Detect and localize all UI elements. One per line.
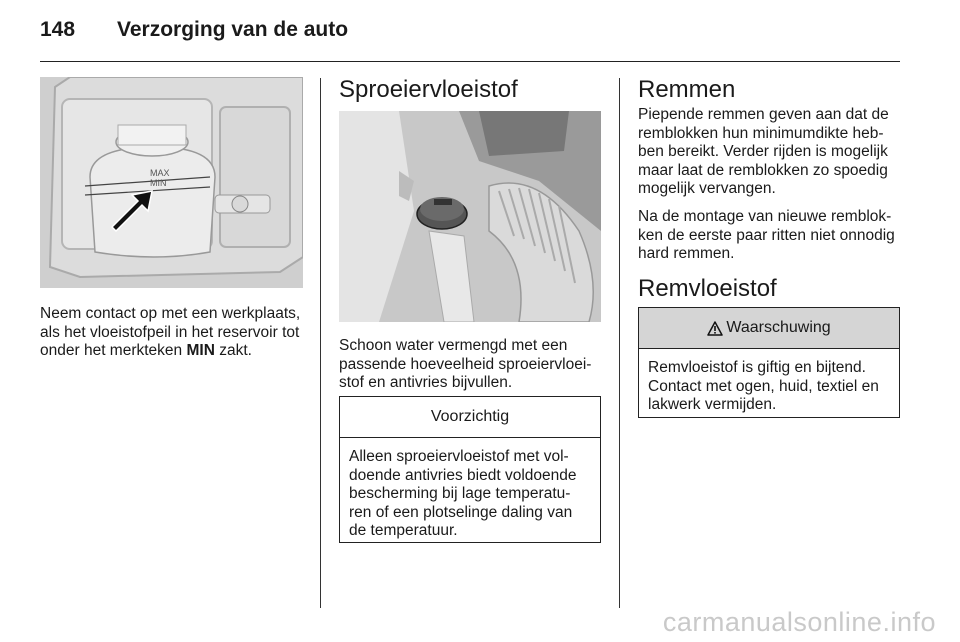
heading-remvloeistof: Remvloeistof — [638, 275, 777, 302]
warning-box — [638, 307, 900, 418]
brake-fluid-reservoir-figure — [40, 77, 303, 288]
max-mark-label: MAX — [150, 168, 170, 178]
warning-icon — [707, 321, 723, 336]
caution-text: Alleen sproeiervloeistof met vol-doende antivries biedt voldoende bescherming bij lage temperatu-ren of een plotselinge daling van de temperatuur. — [349, 448, 577, 539]
caution-box — [339, 396, 601, 543]
min-mark-label: MIN — [150, 178, 167, 188]
washer-fluid-figure — [339, 111, 601, 322]
warning-text: Remvloeistof is giftig en bijtend. Contact met ogen, huid, textiel en lakwerk vermijden. — [648, 359, 879, 413]
heading-sproeiervloeistof: Sproeiervloeistof — [339, 76, 518, 103]
caution-title: Voorzichtig — [340, 397, 600, 438]
warning-header — [639, 308, 899, 349]
warning-title: Waarschuwing — [726, 319, 831, 336]
page-header — [40, 18, 348, 48]
column-divider-1 — [320, 78, 321, 608]
watermark: carmanualsonline.info — [662, 607, 936, 637]
col3-paragraph-2: Na de montage van nieuwe remblok-ken de eerste paar ritten niet onnodig hard remmen. — [638, 208, 895, 262]
column-divider-2 — [619, 78, 620, 608]
heading-remmen: Remmen — [638, 76, 736, 103]
page-number: 148 — [40, 18, 76, 41]
col1-paragraph: Neem contact op met een werkplaats, als het vloeistofpeil in het reservoir tot onder het merkteken MIN zakt. — [40, 305, 301, 359]
chapter-title: Verzorging van de auto — [117, 18, 349, 41]
min-keyword: MIN — [186, 342, 215, 359]
header-rule — [40, 61, 900, 62]
col2-paragraph: Schoon water vermengd met een passende hoeveelheid sproeiervloei-stof en antivries bijvullen. — [339, 337, 592, 391]
col3-paragraph-1: Piepende remmen geven aan dat de remblokken hun minimumdikte heb-ben bereikt. Verder rijden is mogelijk maar laat de remblokken zo spoedig mogelijk vervangen. — [638, 106, 889, 197]
